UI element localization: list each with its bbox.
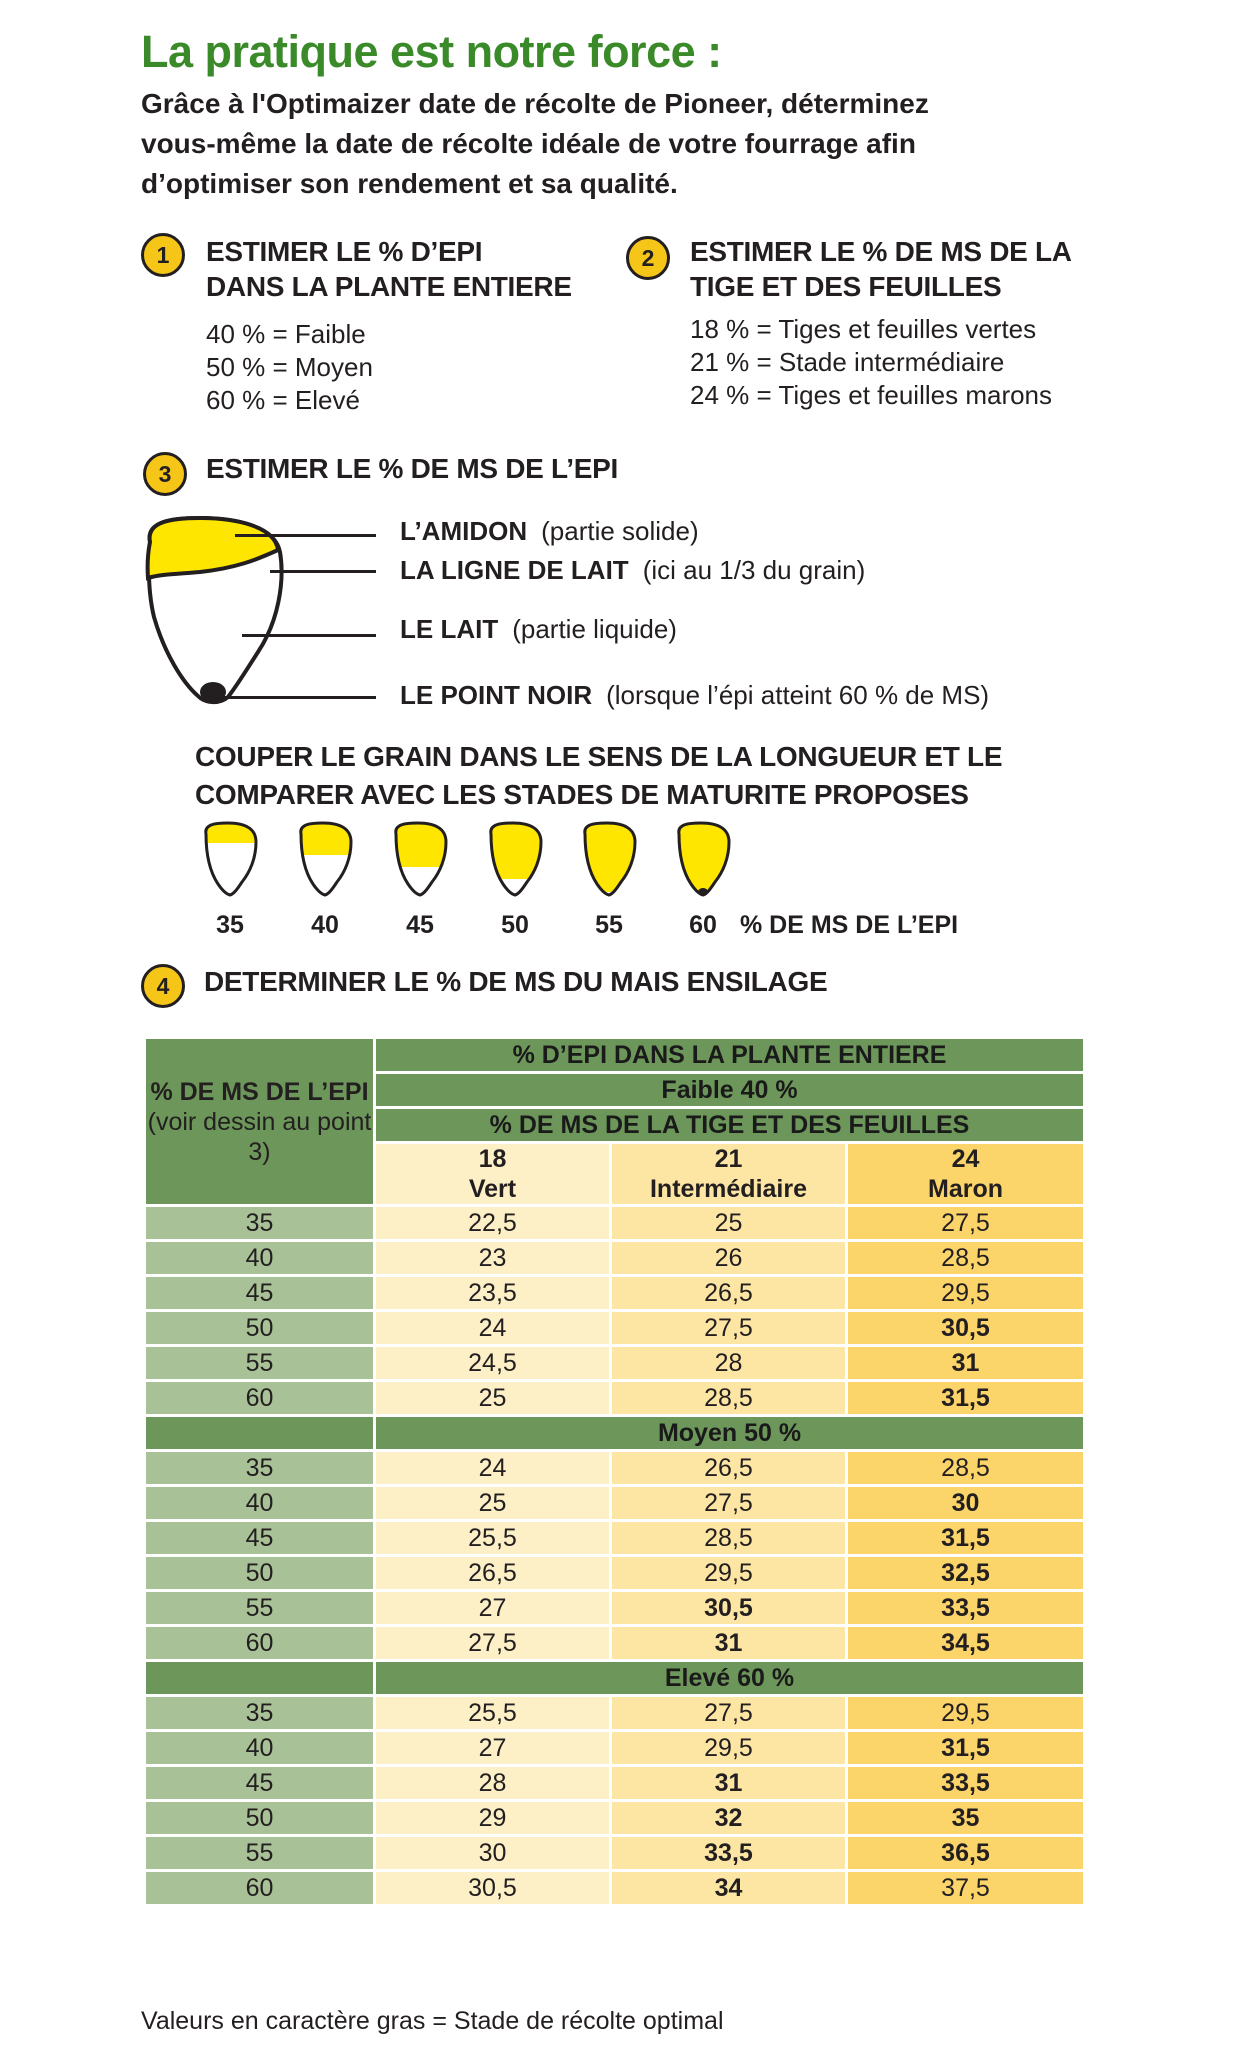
kernel-diagram: [140, 512, 290, 712]
table-row: [145, 1626, 1085, 1661]
value-cell: 23,5: [375, 1276, 611, 1311]
value-cell: 37,5: [847, 1871, 1085, 1906]
group-header-row: [145, 1416, 1085, 1451]
stage-kernel-45: [387, 820, 453, 900]
epi-dm-cell: 50: [145, 1311, 375, 1346]
epi-dm-cell: 45: [145, 1521, 375, 1556]
value-cell: 27,5: [611, 1486, 847, 1521]
label-black-point-name: LE POINT NOIR: [400, 680, 593, 710]
value-cell: 31,5: [847, 1521, 1085, 1556]
step-2-value: 24 % = Tiges et feuilles marons: [690, 380, 1053, 410]
table-row: [145, 1801, 1085, 1836]
label-starch: [400, 516, 699, 547]
footnote: Valeurs en caractère gras = Stade de récolte optimal: [141, 2007, 724, 2035]
step-2-value: 18 % = Tiges et feuilles vertes: [690, 314, 1037, 344]
value-cell: 30: [375, 1836, 611, 1871]
value-cell: 33,5: [611, 1836, 847, 1871]
value-cell: 33,5: [847, 1766, 1085, 1801]
stage-label-35: 35: [216, 911, 244, 939]
stage-label-40: 40: [311, 911, 339, 939]
step-1-badge: 1: [141, 233, 185, 277]
leader-line-milk-line: [270, 570, 376, 573]
dm-table: [143, 1036, 1086, 1907]
value-cell: 28: [375, 1766, 611, 1801]
value-cell: 26: [611, 1241, 847, 1276]
table-row: [145, 1766, 1085, 1801]
step-1-heading-line: DANS LA PLANTE ENTIERE: [206, 271, 572, 302]
value-cell: 24: [375, 1451, 611, 1486]
value-cell: 26,5: [611, 1276, 847, 1311]
value-cell: 36,5: [847, 1836, 1085, 1871]
epi-dm-cell: 40: [145, 1731, 375, 1766]
value-cell: 32: [611, 1801, 847, 1836]
stage-label-55: 55: [595, 911, 623, 939]
value-cell: 25,5: [375, 1521, 611, 1556]
table-row: [145, 1346, 1085, 1381]
step-3-badge: 3: [143, 452, 187, 496]
intro-line: d’optimiser son rendement et sa qualité.: [141, 168, 678, 199]
label-black-point: [400, 680, 989, 711]
value-cell: 25,5: [375, 1696, 611, 1731]
value-cell: 24,5: [375, 1346, 611, 1381]
value-cell: 23: [375, 1241, 611, 1276]
table-row: [145, 1451, 1085, 1486]
value-cell: 34,5: [847, 1626, 1085, 1661]
value-cell: 29,5: [847, 1696, 1085, 1731]
black-point: [200, 682, 226, 702]
group-header-first: Faible 40 %: [375, 1073, 1085, 1108]
value-cell: 26,5: [611, 1451, 847, 1486]
leader-line-black-point: [222, 696, 376, 699]
label-milk-name: LE LAIT: [400, 614, 499, 644]
step-2-heading-line: TIGE ET DES FEUILLES: [690, 271, 1002, 302]
value-cell: 31,5: [847, 1381, 1085, 1416]
stage-axis-label: % DE MS DE L’EPI: [740, 911, 959, 939]
intro-text: [141, 84, 1101, 204]
epi-dm-cell: 35: [145, 1451, 375, 1486]
table-row: [145, 1836, 1085, 1871]
stage-kernel-60: [670, 820, 736, 900]
value-cell: 31,5: [847, 1731, 1085, 1766]
step-1-value: 40 % = Faible: [206, 319, 366, 349]
page-title: La pratique est notre force :: [141, 26, 722, 77]
table-row: [145, 1731, 1085, 1766]
intro-line: Grâce à l'Optimaizer date de récolte de Pioneer, déterminez: [141, 88, 929, 119]
table-row: [145, 1276, 1085, 1311]
stage-label-50: 50: [501, 911, 529, 939]
step-1-values: [206, 318, 373, 417]
label-milk: [400, 614, 677, 645]
value-cell: 29: [375, 1801, 611, 1836]
epi-dm-cell: 50: [145, 1801, 375, 1836]
col-header-label: Intermédiaire: [649, 1175, 807, 1203]
value-cell: 31: [611, 1766, 847, 1801]
value-cell: 27: [375, 1731, 611, 1766]
group-header-row: [145, 1661, 1085, 1696]
table-row: [145, 1871, 1085, 1906]
value-cell: 35: [847, 1801, 1085, 1836]
col-header-label: Vert: [468, 1175, 517, 1203]
step-1-heading: [206, 234, 572, 304]
stage-kernel-black-point: [698, 888, 708, 896]
table-row: [145, 1311, 1085, 1346]
stage-kernel-55: [576, 820, 642, 900]
epi-dm-cell: 50: [145, 1556, 375, 1591]
value-cell: 25: [375, 1486, 611, 1521]
table-row: [145, 1556, 1085, 1591]
step-4-heading: DETERMINER LE % DE MS DU MAIS ENSILAGE: [204, 966, 828, 997]
epi-dm-cell: 55: [145, 1591, 375, 1626]
value-cell: 27: [375, 1591, 611, 1626]
header-tige: % DE MS DE LA TIGE ET DES FEUILLES: [375, 1108, 1085, 1143]
value-cell: 25: [375, 1381, 611, 1416]
label-milk-line-name: LA LIGNE DE LAIT: [400, 555, 629, 585]
epi-dm-cell: 55: [145, 1346, 375, 1381]
group-header: Moyen 50 %: [375, 1416, 1085, 1451]
value-cell: 30: [847, 1486, 1085, 1521]
value-cell: 34: [611, 1871, 847, 1906]
epi-dm-cell: 60: [145, 1871, 375, 1906]
stage-label-45: 45: [406, 911, 434, 939]
col-header-intermediaire: [611, 1143, 847, 1206]
stage-label-60: 60: [689, 911, 717, 939]
col-header-pct: 24: [951, 1145, 980, 1173]
leader-line-starch: [235, 534, 376, 537]
value-cell: 30,5: [375, 1871, 611, 1906]
epi-dm-cell: 55: [145, 1836, 375, 1871]
label-milk-line: [400, 555, 865, 586]
value-cell: 28: [611, 1346, 847, 1381]
value-cell: 32,5: [847, 1556, 1085, 1591]
col-header-label: Maron: [928, 1175, 1003, 1203]
value-cell: 28,5: [611, 1381, 847, 1416]
value-cell: 24: [375, 1311, 611, 1346]
step-3-heading: ESTIMER LE % DE MS DE L’EPI: [206, 453, 618, 484]
epi-dm-cell: 60: [145, 1381, 375, 1416]
stage-kernel-35: [197, 820, 263, 900]
stage-kernel-50: [482, 820, 548, 900]
label-black-point-desc: (lorsque l’épi atteint 60 % de MS): [606, 680, 990, 710]
col-header-vert: [375, 1143, 611, 1206]
cut-instruction-line: COUPER LE GRAIN DANS LE SENS DE LA LONGUEUR ET LE: [195, 741, 1003, 772]
value-cell: 33,5: [847, 1591, 1085, 1626]
epi-dm-cell: 35: [145, 1696, 375, 1731]
intro-line: vous-même la date de récolte idéale de votre fourrage afin: [141, 128, 916, 159]
label-starch-desc: (partie solide): [541, 516, 699, 546]
group-header-spacer: [145, 1661, 375, 1696]
col-header-maron: [847, 1143, 1085, 1206]
value-cell: 30,5: [847, 1311, 1085, 1346]
value-cell: 28,5: [847, 1241, 1085, 1276]
label-starch-name: L’AMIDON: [400, 516, 528, 546]
group-header-spacer: [145, 1416, 375, 1451]
value-cell: 31: [611, 1626, 847, 1661]
col-header-pct: 21: [714, 1145, 743, 1173]
epi-dm-cell: 45: [145, 1766, 375, 1801]
group-header: Elevé 60 %: [375, 1661, 1085, 1696]
header-epi: % D’EPI DANS LA PLANTE ENTIERE: [375, 1038, 1085, 1073]
table-row: [145, 1591, 1085, 1626]
step-2-heading-line: ESTIMER LE % DE MS DE LA: [690, 236, 1072, 267]
step-1-heading-line: ESTIMER LE % D’EPI: [206, 236, 483, 267]
value-cell: 26,5: [375, 1556, 611, 1591]
cut-instruction-line: COMPARER AVEC LES STADES DE MATURITE PROPOSES: [195, 779, 969, 810]
table-row: [145, 1241, 1085, 1276]
table-row: [145, 1696, 1085, 1731]
value-cell: 25: [611, 1206, 847, 1241]
table-row: [145, 1206, 1085, 1241]
value-cell: 27,5: [375, 1626, 611, 1661]
epi-dm-cell: 35: [145, 1206, 375, 1241]
table-row: [145, 1486, 1085, 1521]
table-row: [145, 1381, 1085, 1416]
value-cell: 29,5: [847, 1276, 1085, 1311]
step-2-value: 21 % = Stade intermédiaire: [690, 347, 1005, 377]
corner-header-note: (voir dessin au point 3): [147, 1107, 372, 1166]
label-milk-desc: (partie liquide): [512, 614, 677, 644]
value-cell: 29,5: [611, 1556, 847, 1591]
leader-line-milk: [242, 634, 376, 637]
value-cell: 31: [847, 1346, 1085, 1381]
cut-instruction: [195, 738, 1002, 814]
epi-dm-cell: 60: [145, 1626, 375, 1661]
step-1-value: 60 % = Elevé: [206, 385, 360, 415]
stage-kernel-40: [292, 820, 358, 900]
epi-dm-cell: 40: [145, 1486, 375, 1521]
step-4-badge: 4: [141, 964, 185, 1008]
value-cell: 22,5: [375, 1206, 611, 1241]
step-1-value: 50 % = Moyen: [206, 352, 373, 382]
value-cell: 28,5: [847, 1451, 1085, 1486]
value-cell: 27,5: [611, 1696, 847, 1731]
corner-header-title: % DE MS DE L’EPI: [150, 1077, 369, 1106]
corner-header: [145, 1038, 375, 1206]
dm-table-body: [145, 1206, 1085, 1906]
value-cell: 27,5: [611, 1311, 847, 1346]
epi-dm-cell: 40: [145, 1241, 375, 1276]
epi-dm-cell: 45: [145, 1276, 375, 1311]
col-header-pct: 18: [478, 1145, 507, 1173]
value-cell: 27,5: [847, 1206, 1085, 1241]
step-2-values: [690, 313, 1052, 412]
step-2-heading: [690, 234, 1072, 304]
value-cell: 28,5: [611, 1521, 847, 1556]
value-cell: 29,5: [611, 1731, 847, 1766]
value-cell: 30,5: [611, 1591, 847, 1626]
label-milk-line-desc: (ici au 1/3 du grain): [642, 555, 866, 585]
step-2-badge: 2: [626, 236, 670, 280]
table-row: [145, 1521, 1085, 1556]
